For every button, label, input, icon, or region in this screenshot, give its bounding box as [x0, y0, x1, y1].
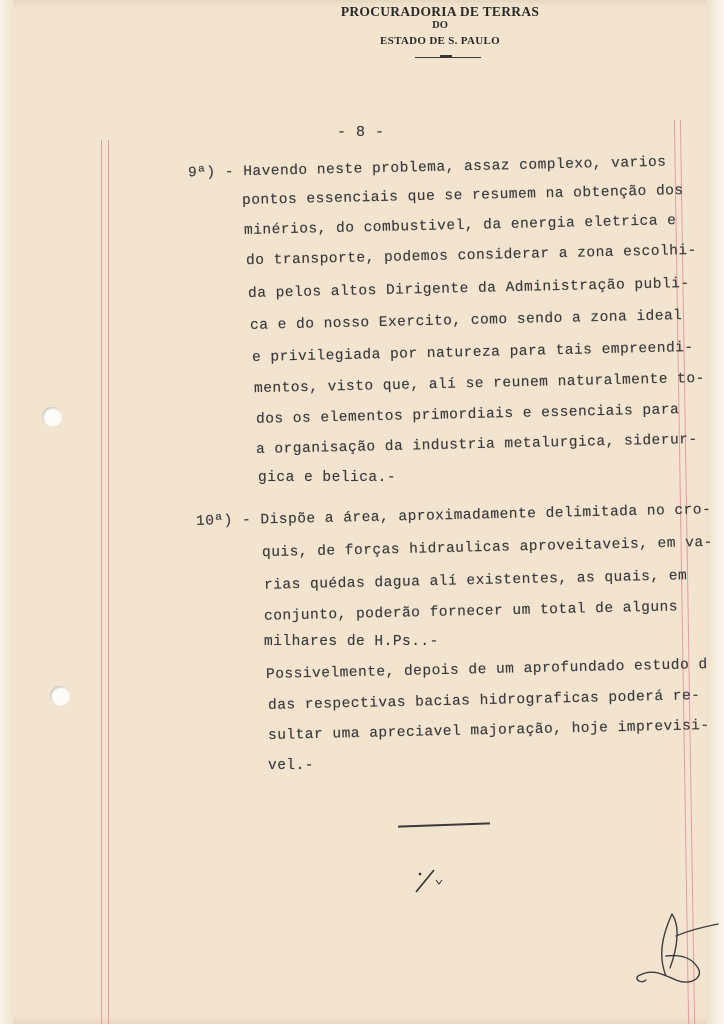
letterhead-rule-ornament: [440, 55, 452, 58]
footer-mark: [412, 866, 448, 896]
text-line: quis, de forças hidraulicas aproveitaveis, em va-: [261, 534, 713, 562]
letterhead-connector: DO: [432, 20, 448, 31]
punch-hole-top: [42, 407, 62, 427]
text-line: dos os elementos primordiais e essenciais para: [255, 402, 680, 428]
text-line: vel.-: [268, 758, 315, 774]
text-line: do transporte, podemos considerar a zona escolhi-: [245, 242, 697, 270]
punch-hole-bottom: [50, 686, 70, 706]
text-line: da pelos altos Dirigente da Administração publi-: [247, 275, 690, 303]
closing-rule: [398, 822, 490, 827]
text-line: ca e do nosso Exercito, como sendo a zona ideal: [249, 308, 683, 334]
left-margin-line-inner: [108, 140, 109, 1024]
left-margin-line-outer: [101, 140, 102, 1024]
text-line: 10ª) - Dispõe a área, aproximadamente delimitada no cro-: [195, 502, 712, 530]
text-line: minérios, do combustivel, da energia eletrica e: [243, 213, 677, 239]
letterhead-state: ESTADO DE S. PAULO: [380, 35, 500, 47]
text-line: e privilegiada por natureza para tais empreendi-: [251, 339, 694, 367]
text-line: das respectivas bacias hidrograficas poderá re-: [267, 688, 701, 714]
text-line: rias quédas dagua alí existentes, as quais, em: [263, 568, 688, 594]
text-line: mentos, visto que, alí se reunem naturalmente to-: [253, 370, 705, 398]
letterhead-title: PROCURADORIA DE TERRAS: [340, 4, 540, 19]
text-line: conjunto, poderão fornecer um total de alguns: [263, 599, 679, 625]
page-left-edge: [0, 0, 14, 1024]
text-line: a organisação da industria metalurgica, siderur-: [255, 431, 698, 459]
text-line: Possivelmente, depois de um aprofundado estudo d: [265, 656, 708, 684]
text-line: milhares de H.Ps..-: [264, 634, 439, 650]
page-number: - 8 -: [337, 124, 385, 141]
text-line: sultar uma apreciavel majoração, hoje imprevisi-: [267, 717, 710, 745]
text-line: pontos essenciais que se resumem na obtenção dos: [241, 182, 684, 210]
signature: [632, 906, 722, 990]
text-line: 9ª) - Havendo neste problema, assaz complexo, varios: [187, 154, 667, 182]
text-line: gica e belica.-: [258, 470, 397, 486]
